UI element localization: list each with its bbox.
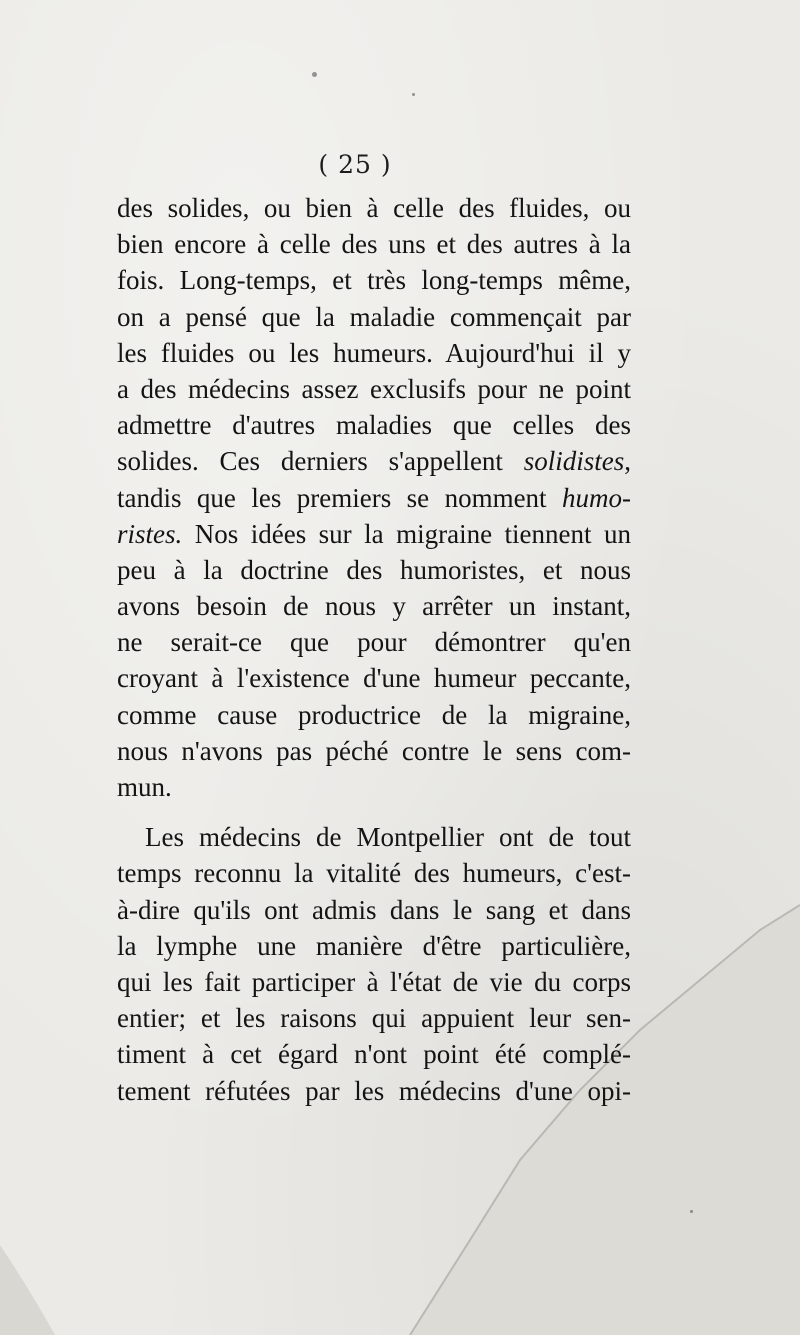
ink-speck bbox=[690, 1210, 693, 1213]
text-line: ne serait-ce que pour démontrer qu'en bbox=[117, 627, 631, 658]
text-line: bien encore à celle des uns et des autres à la bbox=[117, 229, 631, 260]
text-line: a des médecins assez exclusifs pour ne point bbox=[117, 373, 631, 404]
text-line: entier; et les raisons qui appuient leur sen- bbox=[117, 1003, 631, 1034]
text-line bbox=[117, 480, 631, 516]
text-line: des solides, ou bien à celle des fluides, ou bbox=[117, 193, 631, 223]
text-line: croyant à l'existence d'une humeur peccante, bbox=[117, 663, 631, 694]
body-text bbox=[117, 190, 631, 1109]
text-line: les fluides ou les humeurs. Aujourd'hui il y bbox=[117, 337, 631, 368]
text-line: peu à la doctrine des humoristes, et nous bbox=[117, 554, 631, 585]
italic-term-humoristes-part1: humo- bbox=[562, 482, 631, 513]
italic-term-solidistes: solidistes bbox=[523, 446, 625, 477]
ink-speck bbox=[412, 93, 415, 96]
text-segment: , bbox=[624, 446, 631, 477]
text-line: mun. bbox=[117, 772, 172, 802]
text-segment: Nos idées sur la migraine tiennent un bbox=[182, 518, 631, 549]
text-line: on a pensé que la maladie commençait par bbox=[117, 301, 631, 332]
page-number: ( 25 ) bbox=[318, 150, 392, 179]
text-line: qui les fait participer à l'état de vie du corps bbox=[117, 966, 631, 997]
text-line: timent à cet égard n'ont point été complé- bbox=[117, 1039, 631, 1070]
text-line: à-dire qu'ils ont admis dans le sang et dans bbox=[117, 894, 631, 925]
text-line bbox=[117, 443, 631, 479]
text-segment: solides. Ces derniers s'appellent bbox=[117, 446, 524, 477]
text-line bbox=[117, 516, 631, 552]
paragraph-2 bbox=[117, 819, 631, 1109]
text-line: nous n'avons pas péché contre le sens com- bbox=[117, 735, 631, 766]
text-line: la lymphe une manière d'être particulière, bbox=[117, 930, 631, 961]
text-line: temps reconnu la vitalité des humeurs, c'est- bbox=[117, 858, 631, 889]
text-line: admettre d'autres maladies que celles des bbox=[117, 410, 631, 441]
text-segment: tandis que les premiers se nomment bbox=[117, 482, 562, 513]
text-line: fois. Long-temps, et très long-temps même, bbox=[117, 265, 631, 296]
paragraph-1 bbox=[117, 190, 631, 805]
italic-term-humoristes-part2: ristes. bbox=[117, 518, 183, 549]
text-line: tement réfutées par les médecins d'une opi- bbox=[117, 1075, 631, 1106]
paragraph-gap bbox=[117, 805, 631, 819]
ink-speck bbox=[312, 72, 317, 77]
text-line: Les médecins de Montpellier ont de tout bbox=[145, 822, 631, 853]
text-line: comme cause productrice de la migraine, bbox=[117, 699, 631, 730]
text-line: avons besoin de nous y arrêter un instant, bbox=[117, 591, 631, 622]
